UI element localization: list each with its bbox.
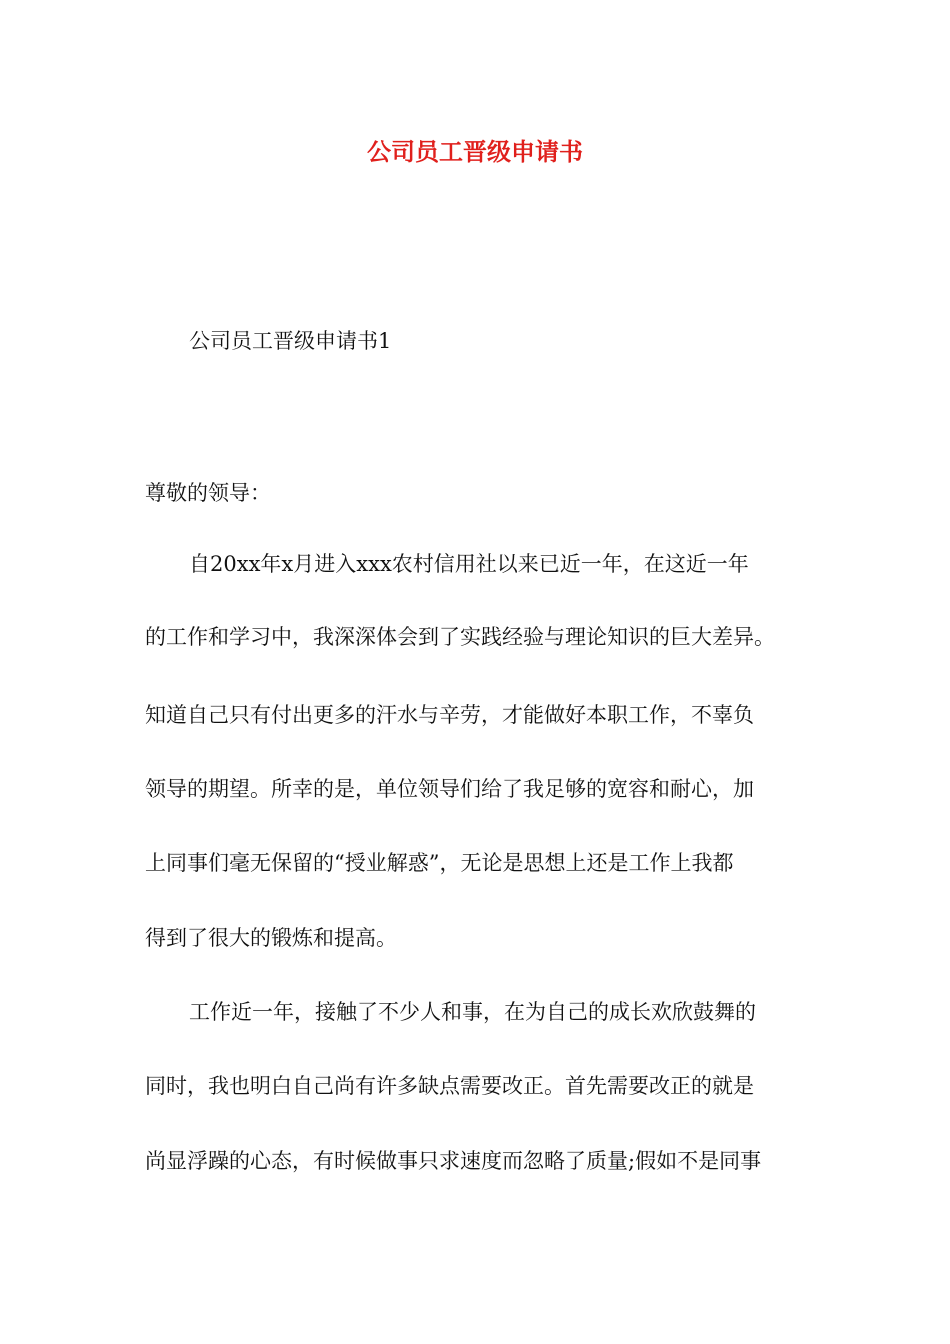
paragraph-2-line-2: 同时，我也明白自己尚有许多缺点需要改正。首先需要改正的就是 xyxy=(145,1074,754,1098)
paragraph-1-line-4: 领导的期望。所幸的是，单位领导们给了我足够的宽容和耐心，加 xyxy=(145,777,754,801)
paragraph-1-line-2: 的工作和学习中，我深深体会到了实践经验与理论知识的巨大差异。 xyxy=(145,625,775,649)
salutation: 尊敬的领导： xyxy=(145,481,271,505)
paragraph-2-line-1: 工作近一年，接触了不少人和事，在为自己的成长欢欣鼓舞的 xyxy=(189,1000,756,1024)
paragraph-2-line-3: 尚显浮躁的心态，有时候做事只求速度而忽略了质量;假如不是同事 xyxy=(145,1149,762,1173)
paragraph-1-line-1: 自20xx年x月进入xxx农村信用社以来已近一年，在这近一年 xyxy=(189,552,749,576)
section-heading: 公司员工晋级申请书1 xyxy=(189,329,392,353)
paragraph-1-line-6: 得到了很大的锻炼和提高。 xyxy=(145,926,397,950)
document-title: 公司员工晋级申请书 xyxy=(367,138,583,166)
paragraph-1-line-5: 上同事们毫无保留的“授业解惑”，无论是思想上还是工作上我都 xyxy=(145,851,734,875)
paragraph-1-line-3: 知道自己只有付出更多的汗水与辛劳，才能做好本职工作，不辜负 xyxy=(145,703,754,727)
